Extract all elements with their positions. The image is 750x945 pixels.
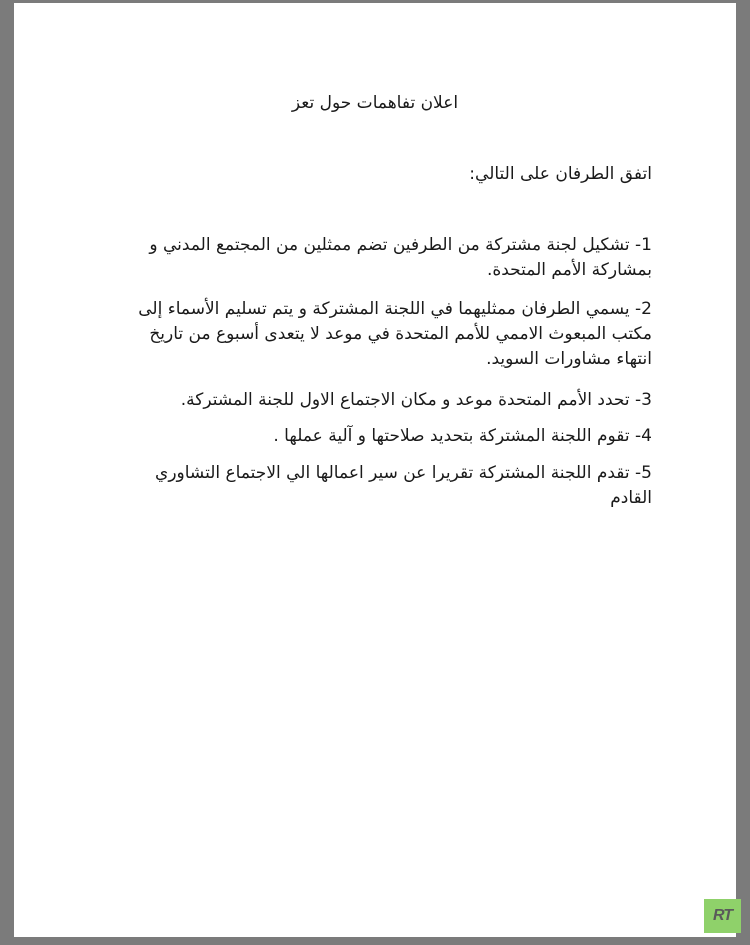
list-item: 5- تقدم اللجنة المشتركة تقريرا عن سير اعمالها الي الاجتماع التشاوري القادم (155, 463, 652, 508)
list-item: 4- تقوم اللجنة المشتركة بتحديد صلاحتها و آلية عملها . (273, 426, 652, 446)
document-intro: اتفق الطرفان على التالي: (469, 164, 652, 184)
list-item: 2- يسمي الطرفان ممثليهما في اللجنة المشتركة و يتم تسليم الأسماء إلى مكتب المبعوث الاممي للأمم المتحدة في موعد لا يتعدى أسبوع من تاريخ انتهاء مشاورات السويد. (138, 299, 652, 369)
document-title: اعلان تفاهمات حول تعز (291, 93, 459, 113)
document-page (14, 3, 736, 937)
list-item: 3- تحدد الأمم المتحدة موعد و مكان الاجتماع الاول للجنة المشتركة. (180, 390, 652, 410)
list-item: 1- تشكيل لجنة مشتركة من الطرفين تضم ممثلين من المجتمع المدني و بمشاركة الأمم المتحدة. (149, 235, 652, 280)
rt-logo-watermark: RT (704, 899, 741, 933)
